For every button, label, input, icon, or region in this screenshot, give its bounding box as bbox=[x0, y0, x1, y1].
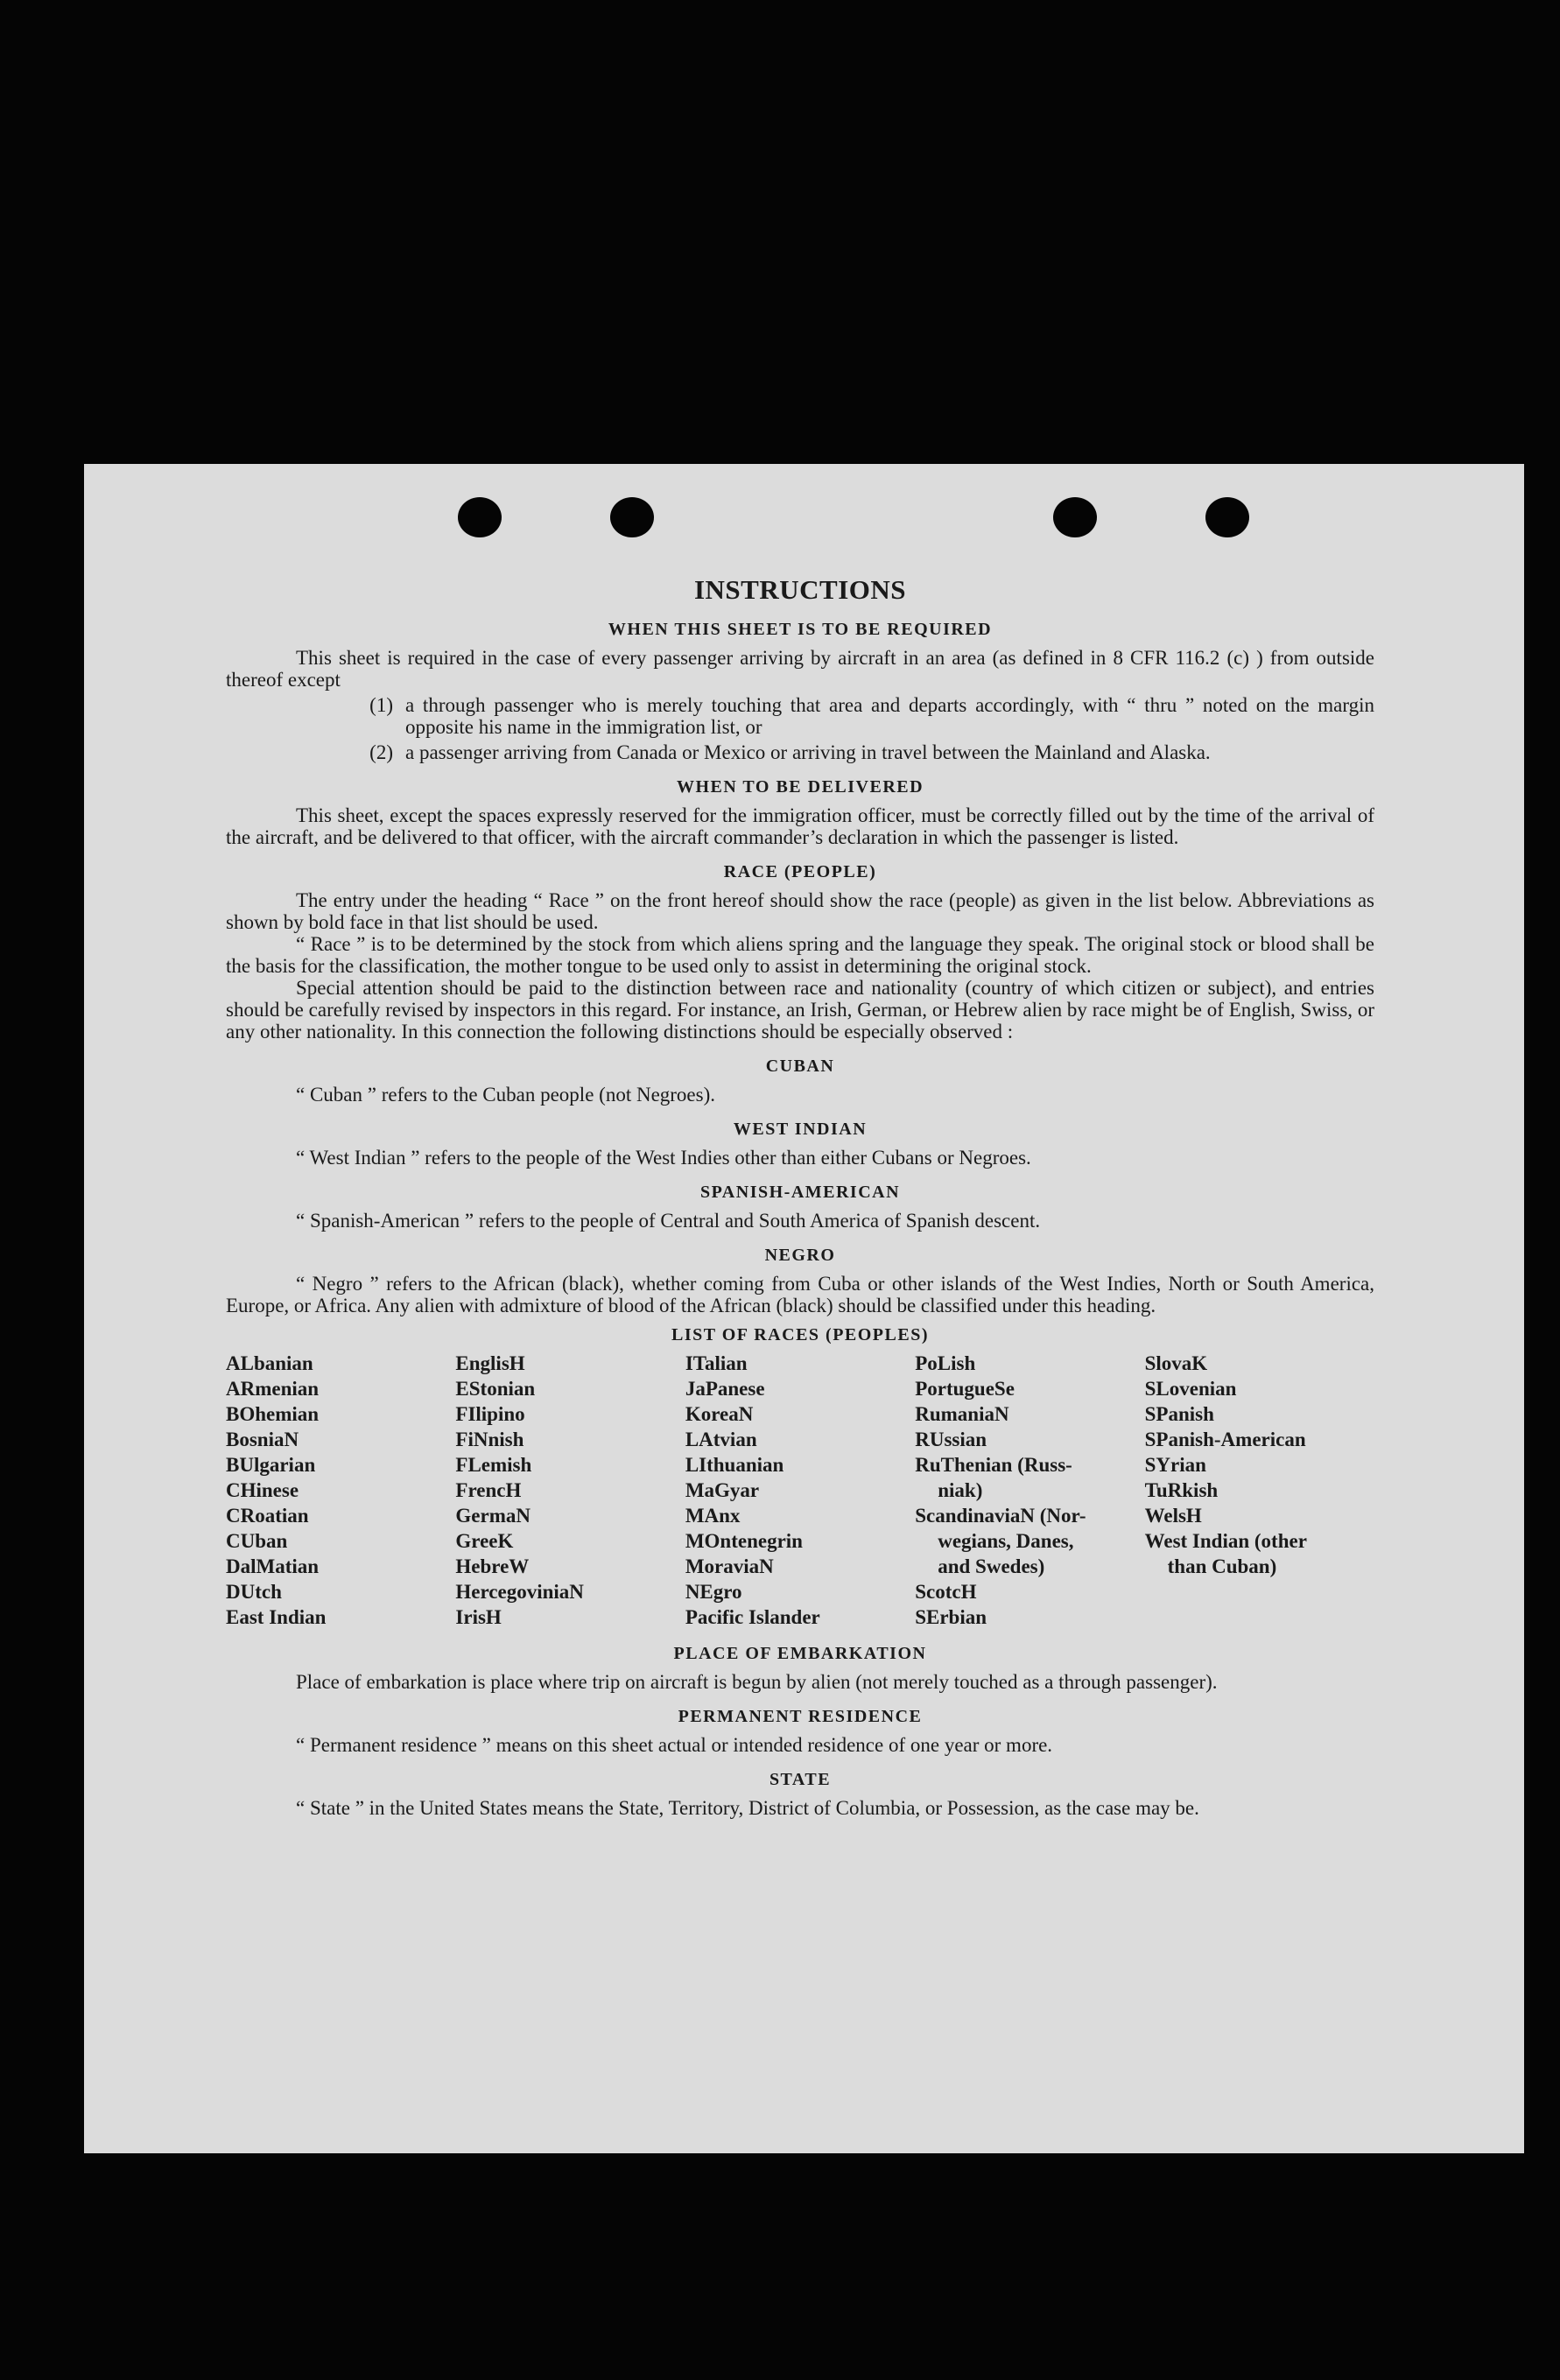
race-entry: than Cuban) bbox=[1167, 1555, 1277, 1577]
race-entry: KoreaN bbox=[685, 1403, 754, 1425]
residence-text: “ Permanent residence ” means on this sheet actual or intended residence of one year or more. bbox=[296, 1734, 1053, 1756]
required-item bbox=[226, 741, 1374, 763]
race-entry: SPanish-American bbox=[1144, 1429, 1306, 1450]
race-paragraph-2: “ Race ” is to be determined by the stock from which aliens spring and the language they speak. The original stock or blood shall be the basis for the classification, the mother tongue to be used only to assist in determining the original stock. bbox=[226, 933, 1374, 977]
races-column bbox=[915, 1351, 1144, 1630]
race-entry: MAnx bbox=[685, 1505, 741, 1527]
page-title: INSTRUCTIONS bbox=[693, 574, 906, 605]
punch-hole bbox=[610, 497, 654, 537]
race-entry: DalMatian bbox=[226, 1555, 320, 1577]
race-entry: MOntenegrin bbox=[685, 1530, 803, 1552]
heading-when-delivered: WHEN TO BE DELIVERED bbox=[676, 777, 924, 797]
race-entry: RumaniaN bbox=[915, 1403, 1009, 1425]
race-entry: BUlgarian bbox=[226, 1454, 316, 1476]
race-entry: FiNnish bbox=[455, 1429, 524, 1450]
race-entry: ITalian bbox=[685, 1352, 748, 1374]
race-entry: ScotcH bbox=[915, 1581, 977, 1603]
heading-when-required: WHEN THIS SHEET IS TO BE REQUIRED bbox=[608, 620, 993, 639]
race-entry: niak) bbox=[938, 1479, 983, 1501]
race-entry: JaPanese bbox=[685, 1378, 765, 1400]
spanish-american-text: “ Spanish-American ” refers to the people of Central and South America of Spanish descent. bbox=[296, 1210, 1041, 1232]
race-entry: Pacific Islander bbox=[685, 1606, 820, 1628]
race-entry: PortugueSe bbox=[915, 1378, 1015, 1400]
race-entry: CHinese bbox=[226, 1479, 299, 1501]
required-item bbox=[226, 694, 1374, 738]
race-entry: SLovenian bbox=[1144, 1378, 1237, 1400]
races-list bbox=[226, 1351, 1374, 1630]
state-text: “ State ” in the United States means the State, Territory, District of Columbia, or Possession, as the case may be. bbox=[296, 1797, 1199, 1819]
race-entry: SlovaK bbox=[1144, 1352, 1208, 1374]
races-column bbox=[1145, 1351, 1374, 1630]
item-number: (1) bbox=[369, 694, 393, 716]
race-entry: FrencH bbox=[455, 1479, 522, 1501]
race-entry: ALbanian bbox=[226, 1352, 313, 1374]
race-entry: WelsH bbox=[1144, 1505, 1202, 1527]
races-column bbox=[455, 1351, 685, 1630]
race-entry: NEgro bbox=[685, 1581, 742, 1603]
heading-cuban: CUBAN bbox=[765, 1057, 835, 1076]
race-entry: PoLish bbox=[915, 1352, 976, 1374]
race-entry: EnglisH bbox=[455, 1352, 525, 1374]
race-entry: HercegoviniaN bbox=[455, 1581, 584, 1603]
race-entry: ScandinaviaN (Nor- bbox=[915, 1505, 1086, 1527]
race-entry: BosniaN bbox=[226, 1429, 299, 1450]
punch-hole bbox=[458, 497, 502, 537]
race-entry: BOhemian bbox=[226, 1403, 320, 1425]
race-entry: East Indian bbox=[226, 1606, 327, 1628]
race-entry: ARmenian bbox=[226, 1378, 320, 1400]
race-entry: MoraviaN bbox=[685, 1555, 774, 1577]
race-entry: MaGyar bbox=[685, 1479, 760, 1501]
race-entry: GreeK bbox=[455, 1530, 514, 1552]
race-entry: SPanish bbox=[1144, 1403, 1214, 1425]
instruction-sheet bbox=[84, 464, 1524, 2153]
race-entry: TuRkish bbox=[1144, 1479, 1219, 1501]
race-entry: FLemish bbox=[455, 1454, 532, 1476]
heading-west-indian: WEST INDIAN bbox=[733, 1120, 868, 1139]
punch-hole bbox=[1205, 497, 1249, 537]
race-entry: EStonian bbox=[455, 1378, 536, 1400]
item-text: a passenger arriving from Canada or Mexico or arriving in travel between the Mainland and Alaska. bbox=[405, 741, 1211, 763]
race-entry: FIlipino bbox=[455, 1403, 525, 1425]
race-entry: wegians, Danes, bbox=[938, 1530, 1074, 1552]
item-number: (2) bbox=[369, 741, 393, 763]
west-indian-text: “ West Indian ” refers to the people of the West Indies other than either Cubans or Negroes. bbox=[296, 1147, 1031, 1169]
punch-hole bbox=[1053, 497, 1097, 537]
race-paragraph-3: Special attention should be paid to the distinction between race and nationality (country of which citizen or subject), and entries should be carefully revised by inspectors in this regard. For instance, an Irish, German, or Hebrew alien by race might be of English, Swiss, or any other nationality. In this connection the following distinctions should be especially observed : bbox=[226, 977, 1374, 1043]
race-entry: LIthuanian bbox=[685, 1454, 784, 1476]
heading-place-of-embarkation: PLACE OF EMBARKATION bbox=[673, 1644, 927, 1663]
embarkation-text: Place of embarkation is place where trip on aircraft is begun by alien (not merely touched as a through passenger). bbox=[296, 1671, 1218, 1693]
heading-state: STATE bbox=[769, 1770, 832, 1789]
race-entry: SErbian bbox=[915, 1606, 987, 1628]
races-column bbox=[685, 1351, 915, 1630]
item-text: a through passenger who is merely touching that area and departs accordingly, with “ thru ” noted on the margin opposite his name in the immigration list, or bbox=[405, 694, 1374, 738]
heading-negro: NEGRO bbox=[764, 1246, 836, 1265]
cuban-text: “ Cuban ” refers to the Cuban people (not Negroes). bbox=[296, 1084, 716, 1106]
race-entry: GermaN bbox=[455, 1505, 531, 1527]
required-intro: This sheet is required in the case of every passenger arriving by aircraft in an area (as defined in 8 CFR 116.2 (c) ) from outside thereof except bbox=[226, 647, 1374, 691]
sheet-content bbox=[226, 574, 1374, 1819]
race-entry: SYrian bbox=[1144, 1454, 1206, 1476]
race-entry: and Swedes) bbox=[938, 1555, 1045, 1577]
heading-race: RACE (PEOPLE) bbox=[723, 862, 877, 881]
delivered-text: This sheet, except the spaces expressly reserved for the immigration officer, must be correctly filled out by the time of the arrival of the aircraft, and be delivered to that officer, with the aircraft commander’s declaration in which the passenger is listed. bbox=[226, 804, 1374, 848]
race-paragraph-1: The entry under the heading “ Race ” on the front hereof should show the race (people) as given in the list below. Abbreviations as shown by bold face in that list should be used. bbox=[226, 889, 1374, 933]
negro-text: “ Negro ” refers to the African (black), whether coming from Cuba or other islands of the West Indies, North or South America, Europe, or Africa. Any alien with admixture of blood of the African (black) should be classified under this heading. bbox=[226, 1273, 1374, 1316]
race-entry: CRoatian bbox=[226, 1505, 309, 1527]
race-entry: IrisH bbox=[455, 1606, 502, 1628]
race-entry: CUban bbox=[226, 1530, 288, 1552]
race-entry: RUssian bbox=[915, 1429, 987, 1450]
race-entry: RuThenian (Russ- bbox=[915, 1454, 1072, 1476]
race-entry: West Indian (other bbox=[1144, 1530, 1307, 1552]
heading-permanent-residence: PERMANENT RESIDENCE bbox=[678, 1707, 923, 1726]
race-entry: DUtch bbox=[226, 1581, 282, 1603]
heading-spanish-american: SPANISH-AMERICAN bbox=[699, 1183, 901, 1202]
heading-list-of-races: LIST OF RACES (PEOPLES) bbox=[671, 1325, 929, 1344]
race-entry: HebreW bbox=[455, 1555, 530, 1577]
races-column bbox=[226, 1351, 455, 1630]
race-entry: LAtvian bbox=[685, 1429, 757, 1450]
